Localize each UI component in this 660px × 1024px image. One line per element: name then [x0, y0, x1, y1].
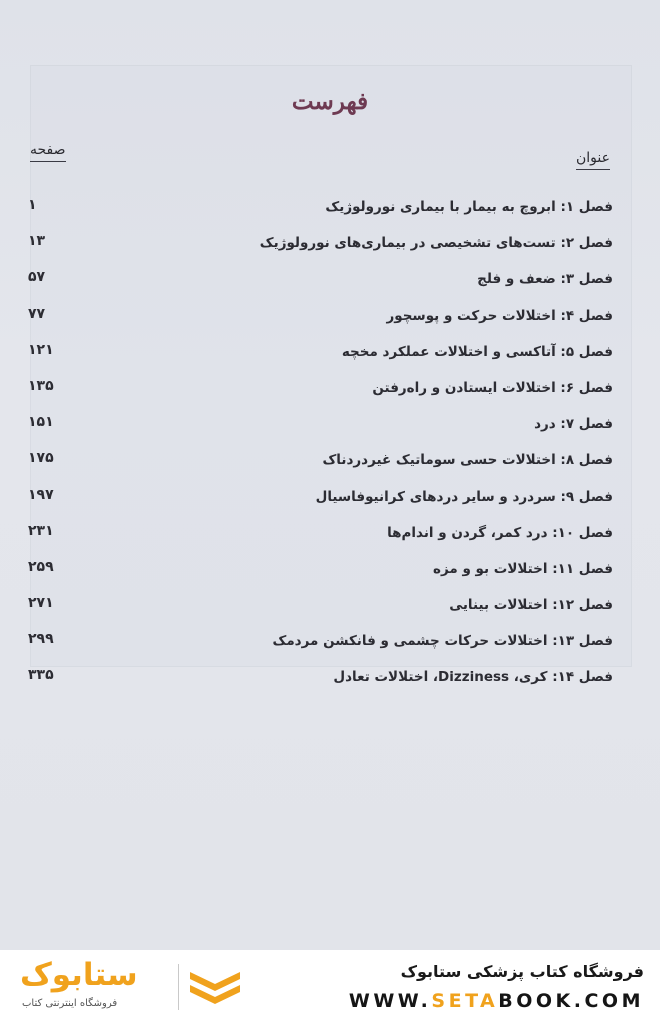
toc-chapter-title: فصل ۶: اختلالات ایستادن و راه‌رفتن — [372, 379, 613, 396]
toc-page-number: ۵۷ — [28, 269, 46, 286]
url-suffix: BOOK.COM — [498, 990, 644, 1012]
banner-divider — [178, 964, 179, 1010]
url-prefix: WWW. — [348, 990, 432, 1012]
toc-chapter-title: فصل ۳: ضعف و فلج — [477, 271, 613, 288]
toc-chapter-title: فصل ۹: سردرد و سایر دردهای کرانیوفاسیال — [315, 488, 613, 505]
toc-chapter-title: فصل ۱۰: درد کمر، گردن و اندام‌ها — [387, 524, 613, 541]
logo-wordmark: ستابوک — [20, 957, 138, 993]
store-name: فروشگاه کتاب پزشکی ستابوک — [400, 962, 644, 981]
toc-page-number: ۱۳۵ — [28, 377, 54, 394]
table-of-contents — [28, 195, 613, 702]
url-accent: SETA — [431, 990, 499, 1012]
toc-page-number: ۱۲۱ — [28, 341, 54, 358]
toc-chapter-title: فصل ۱: ابروچ به بیمار با بیماری نورولوژیک — [325, 199, 613, 215]
toc-chapter-title: فصل ۸: اختلالات حسی سوماتیک غیردردناک — [322, 452, 613, 469]
toc-page-number: ۱۷۵ — [28, 450, 54, 467]
toc-chapter-title: فصل ۱۳: اختلالات حرکات چشمی و فانکشن مردمک — [272, 633, 613, 650]
toc-chapter-title: فصل ۵: آتاکسی و اختلالات عملکرد مخچه — [341, 343, 613, 360]
toc-row — [28, 267, 613, 303]
toc-row — [28, 448, 613, 484]
store-banner — [0, 950, 660, 1024]
toc-row — [28, 412, 613, 448]
toc-row — [28, 629, 613, 665]
logo-tagline: فروشگاه اینترنتی کتاب — [22, 998, 118, 1009]
toc-page-number: ۲۵۹ — [28, 558, 54, 575]
toc-row — [28, 485, 613, 521]
toc-chapter-title: فصل ۱۲: اختلالات بینایی — [449, 597, 613, 614]
toc-page-number: ۱۳ — [28, 233, 46, 250]
toc-row — [28, 195, 613, 231]
toc-chapter-title: فصل ۷: درد — [534, 416, 613, 433]
toc-chapter-title: فصل ۱۴: کری، Dizziness، اختلالات تعادل — [333, 669, 613, 686]
toc-page-number: ۱۹۷ — [28, 486, 54, 503]
toc-chapter-title: فصل ۴: اختلالات حرکت و پوسچور — [386, 307, 613, 324]
book-chevron-icon — [186, 966, 244, 1008]
toc-page-number: ۱۵۱ — [28, 414, 54, 431]
page-title: فهرست — [291, 88, 369, 115]
store-url[interactable] — [349, 990, 644, 1012]
toc-row — [28, 557, 613, 593]
column-header-title: عنوان — [576, 150, 610, 170]
column-header-page: صفحه — [30, 142, 66, 162]
toc-row — [28, 376, 613, 412]
toc-row — [28, 593, 613, 629]
toc-row — [28, 521, 613, 557]
toc-page-number: ۲۷۱ — [28, 595, 54, 612]
toc-page-number: ۱ — [28, 197, 37, 213]
toc-row — [28, 340, 613, 376]
toc-page-number: ۳۳۵ — [28, 667, 54, 684]
toc-page-number: ۷۷ — [28, 305, 46, 322]
toc-page-number: ۲۹۹ — [28, 631, 54, 648]
toc-page-number: ۲۳۱ — [28, 522, 54, 539]
toc-chapter-title: فصل ۲: تست‌های تشخیصی در بیماری‌های نورولوژیک — [259, 235, 613, 252]
toc-chapter-title: فصل ۱۱: اختلالات بو و مزه — [433, 560, 613, 577]
toc-row — [28, 231, 613, 267]
toc-row — [28, 304, 613, 340]
toc-row — [28, 665, 613, 701]
